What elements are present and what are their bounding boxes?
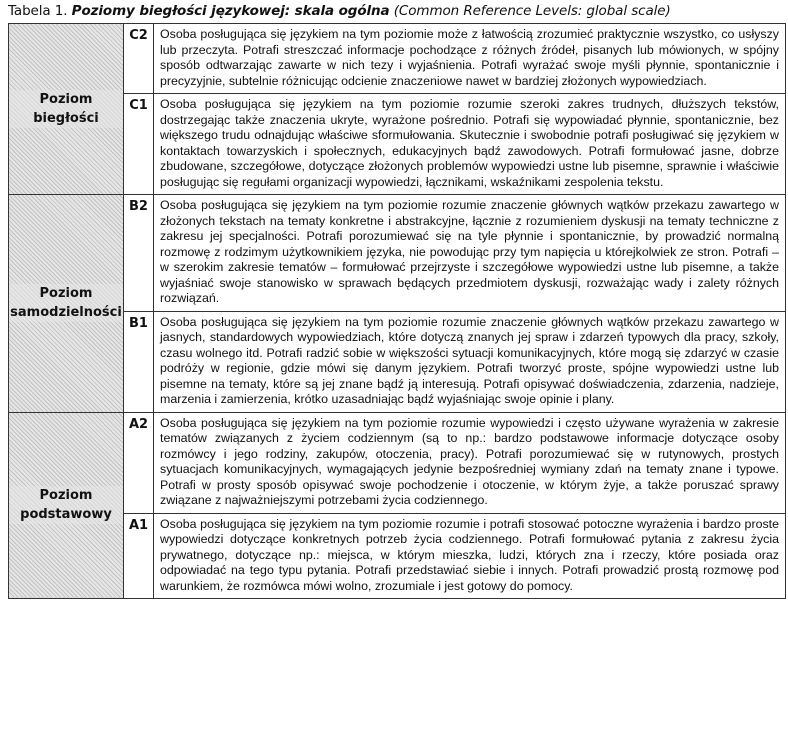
table-row <box>9 311 786 412</box>
level-code-c1: C1 <box>124 94 154 195</box>
level-code-b2: B2 <box>124 195 154 312</box>
group-label: Poziom samodzielności <box>10 286 122 321</box>
level-code-a2: A2 <box>124 412 154 513</box>
table-row <box>9 412 786 513</box>
caption-subtitle: (Common Reference Levels: global scale) <box>389 3 671 19</box>
table-row <box>9 195 786 312</box>
group-cell-independent <box>9 195 124 413</box>
table-row <box>9 513 786 599</box>
level-code-c2: C2 <box>124 24 154 94</box>
level-description-c1: Osoba posługująca się językiem na tym poziomie rozumie szeroki zakres trudnych, dłuższych tekstów, dostrzegając także znaczenia ukryte, wyrażone pośrednio. Potrafi się wypowiadać płynnie, spontanicznie, bez większego trudu odnajdując właściwe sformułowania. Skutecznie i swobodnie potrafi posługiwać się językiem w kontaktach towarzyskich i społecznych, edukacyjnych bądź zawodowych. Potrafi formułować jasne, dobrze zbudowane, szczegółowe, dotyczące złożonych problemów wypowiedzi ustne lub pisemne, sprawnie i właściwie posługując się regułami organizacji wypowiedzi, łącznikami, wskaźnikami zespolenia tekstu. <box>154 94 786 195</box>
table-row <box>9 94 786 195</box>
group-label: Poziom biegłości <box>9 90 123 128</box>
table-row <box>9 24 786 94</box>
level-description-c2: Osoba posługująca się językiem na tym poziomie może z łatwością zrozumieć praktycznie wszystko, co usłyszy lub przeczyta. Potrafi streszczać informacje pochodzące z różnych źródeł, pisanych lub mówionych, w spójny sposób odtwarzając zawarte w nich tezy i wyjaśnienia. Potrafi wyrażać swoje myśli płynnie, spontanicznie i precyzyjnie, subtelnie różnicując odcienie znaczeniowe nawet w bardziej złożonych wypowiedziach. <box>154 24 786 94</box>
group-cell-proficient <box>9 24 124 195</box>
level-code-b1: B1 <box>124 311 154 412</box>
caption-prefix: Tabela 1. <box>8 3 72 19</box>
group-cell-basic <box>9 412 124 599</box>
level-description-a2: Osoba posługująca się językiem na tym poziomie rozumie wypowiedzi i często używane wyrażenia w zakresie tematów związanych z życiem codziennym (są to np.: bardzo podstawowe informacje dotyczące osoby rozmówcy i jego rodziny, zakupów, otoczenia, pracy). Potrafi porozumiewać się w rutynowych, prostych sytuacjach komunikacyjnych, wymagających jedynie bezpośredniej wymiany zdań na tematy znane i typowe. Potrafi w prosty sposób opisywać swoje pochodzenie i otoczenie, w którym żyje, a także poruszać sprawy związane z najważniejszymi potrzebami życia codziennego. <box>154 412 786 513</box>
group-label: Poziom podstawowy <box>9 486 123 524</box>
level-code-a1: A1 <box>124 513 154 599</box>
level-description-a1: Osoba posługująca się językiem na tym poziomie rozumie i potrafi stosować potoczne wyrażenia i bardzo proste wypowiedzi dotyczące konkretnych potrzeb życia codziennego. Potrafi formułować pytania z zakresu życia prywatnego, dotyczące np.: miejsca, w którym mieszka, ludzi, których zna i rzeczy, które posiada oraz odpowiadać na tego typu pytania. Potrafi przedstawiać siebie i innych. Potrafi prowadzić prostą rozmowę pod warunkiem, że rozmówca mówi wolno, zrozumiale i jest gotowy do pomocy. <box>154 513 786 599</box>
caption-title: Poziomy biegłości językowej: skala ogólna <box>71 3 390 19</box>
levels-table <box>8 23 786 599</box>
level-description-b2: Osoba posługująca się językiem na tym poziomie rozumie znaczenie głównych wątków przekazu zawartego w złożonych tekstach na tematy konkretne i abstrakcyjne, łącznie z rozumieniem dyskusji na tematy techniczne z zakresu jej specjalności. Potrafi porozumiewać się na tyle płynnie i spontanicznie, by prowadzić normalną rozmowę z rodzimym użytkownikiem języka, nie powodując przy tym napięcia u którejkolwiek ze stron. Potrafi – w szerokim zakresie tematów – formułować przejrzyste i szczegółowe wypowiedzi ustne lub pisemne, a także wyjaśniać swoje stanowisko w sprawach będących przedmiotem dyskusji, rozważając wady i zalety różnych rozwiązań. <box>154 195 786 312</box>
level-description-b1: Osoba posługująca się językiem na tym poziomie rozumie znaczenie głównych wątków przekazu zawartego w jasnych, standardowych wypowiedziach, które dotyczą znanych jej spraw i zdarzeń typowych dla pracy, szkoły, czasu wolnego itd. Potrafi radzić sobie w większości sytuacji komunikacyjnych, które mogą się zdarzyć w czasie podróży w regionie, gdzie mówi się danym językiem. Potrafi tworzyć proste, spójne wypowiedzi ustne lub pisemne na tematy, które są jej znane bądź ją interesują. Potrafi opisywać doświadczenia, zdarzenia, nadzieje, marzenia i zamierzenia, krótko uzasadniając bądź wyjaśniając swoje opinie i plany. <box>154 311 786 412</box>
table-caption <box>8 2 784 20</box>
